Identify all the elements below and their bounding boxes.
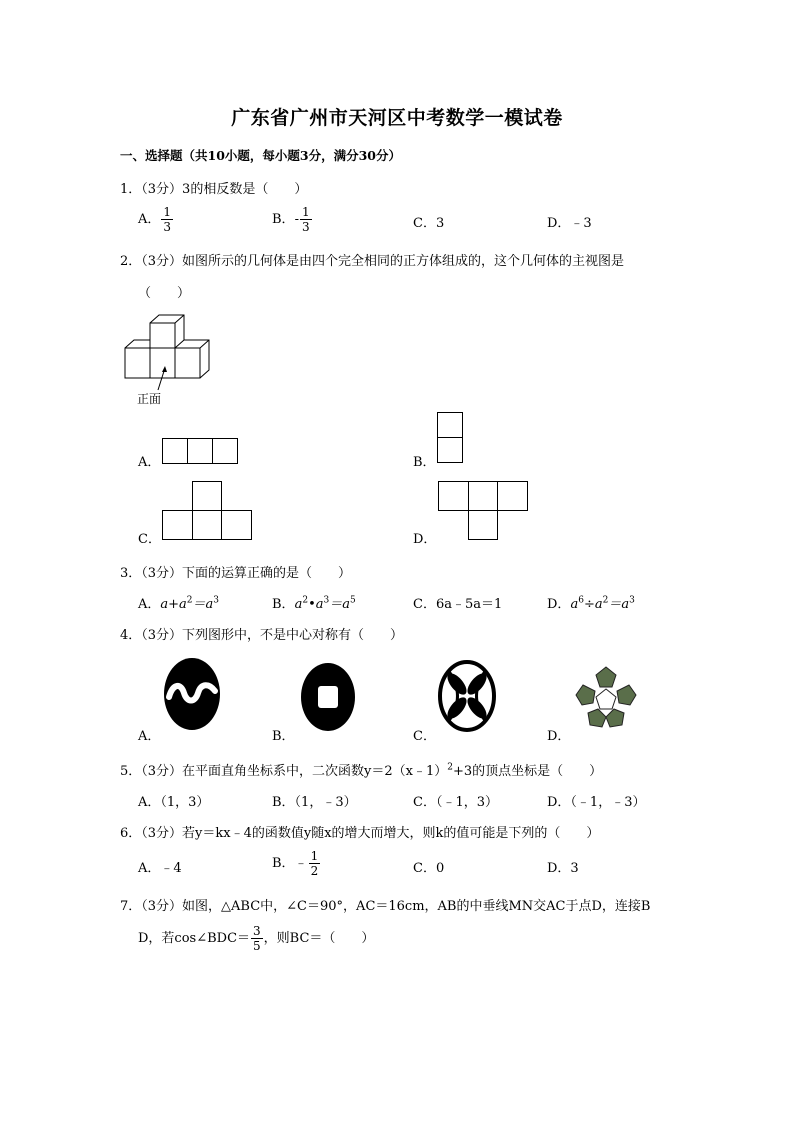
q6-option-b[interactable] — [272, 850, 321, 877]
q1-option-b[interactable] — [272, 206, 313, 233]
denominator: 3 — [163, 220, 172, 234]
q2-option-d-figure[interactable] — [438, 481, 528, 541]
q4-option-b-label[interactable]: B． — [272, 729, 295, 744]
fraction — [300, 206, 312, 233]
q2-option-b-figure[interactable] — [437, 412, 463, 463]
question-6-stem: 6．（3分）若y＝kx﹣4的函数值y随x的增大而增大，则k的值可能是下列的（ ） — [120, 826, 600, 841]
cube-figure — [120, 308, 220, 383]
expr: a+a — [160, 597, 187, 612]
q3-option-b[interactable] — [272, 593, 356, 612]
front-label: 正面 — [137, 392, 162, 406]
exponent: 3 — [213, 595, 220, 606]
q4-figure-c-petal-icon[interactable] — [438, 660, 496, 732]
q4-option-c-label[interactable]: C． — [413, 729, 436, 744]
question-5-stem — [120, 760, 602, 779]
expr: ＝a — [329, 597, 350, 612]
exponent: 2 — [302, 595, 309, 606]
exponent: 6 — [578, 595, 584, 606]
fraction — [251, 925, 263, 952]
q3-option-a[interactable] — [138, 593, 219, 612]
q1-option-c[interactable]: C．3 — [413, 216, 445, 231]
stem-text: D，若cos∠BDC＝ — [138, 931, 251, 946]
exponent: 3 — [323, 595, 330, 606]
q4-option-a-label[interactable]: A． — [138, 729, 161, 744]
q4-figure-d-pentagon-icon[interactable] — [574, 665, 638, 729]
expr: ＝a — [192, 597, 214, 612]
q5-option-b[interactable]: B．（1，﹣3） — [272, 795, 357, 810]
question-2-paren: （ ） — [138, 286, 191, 301]
exponent: 3 — [629, 595, 635, 606]
stem-text: ，则BC＝（ ） — [263, 931, 375, 946]
q5-option-a[interactable]: A．（1，3） — [138, 795, 210, 810]
denominator: 5 — [253, 939, 261, 953]
denominator: 2 — [310, 864, 319, 878]
q5-option-d[interactable]: D．（﹣1，﹣3） — [547, 795, 646, 810]
expr: a — [570, 597, 579, 612]
expr: ÷a — [583, 597, 603, 612]
q1-option-d[interactable]: D．﹣3 — [547, 216, 592, 231]
expr: a — [294, 597, 303, 612]
denominator: 3 — [301, 220, 310, 234]
option-label: A． — [138, 212, 161, 227]
question-2-stem: 2．（3分）如图所示的几何体是由四个完全相同的正方体组成的，这个几何体的主视图是 — [120, 254, 625, 269]
option-label: B． — [272, 212, 295, 227]
exponent: 5 — [349, 595, 356, 606]
section-heading: 一、选择题（共10小题，每小题3分，满分30分） — [120, 148, 401, 163]
numerator: 1 — [163, 205, 172, 219]
exponent: 2 — [602, 595, 609, 606]
question-7-line-2 — [138, 925, 374, 952]
q2-option-b-label[interactable]: B． — [413, 455, 436, 470]
option-label: B．﹣ — [272, 856, 308, 871]
exponent: 2 — [186, 595, 193, 606]
q4-option-d-label[interactable]: D． — [547, 729, 571, 744]
minus-sign: - — [294, 212, 299, 227]
question-7-line-1: 7．（3分）如图，△ABC中，∠C＝90°，AC＝16cm，AB的中垂线MN交AC于点D，连接B — [120, 899, 651, 914]
q3-option-d[interactable] — [547, 593, 635, 612]
option-label: D． — [547, 597, 571, 612]
numerator: 1 — [310, 849, 319, 863]
option-label: B． — [272, 597, 295, 612]
q4-figure-b-coin-icon[interactable] — [300, 662, 356, 732]
question-1-stem: 1．（3分）3的相反数是（ ） — [120, 182, 308, 197]
q2-option-c-label[interactable]: C． — [138, 532, 161, 547]
question-3-stem: 3．（3分）下面的运算正确的是（ ） — [120, 566, 352, 581]
q5-option-c[interactable]: C．（﹣1，3） — [413, 795, 498, 810]
q6-option-c[interactable]: C．0 — [413, 861, 445, 876]
fraction — [161, 206, 173, 233]
stem-text: +3的顶点坐标是（ ） — [453, 764, 603, 779]
numerator: 1 — [301, 205, 310, 219]
stem-text: 5．（3分）在平面直角坐标系中，二次函数y＝2（x﹣1） — [120, 764, 448, 779]
q1-option-a[interactable] — [138, 206, 174, 233]
q4-figure-a-wave-icon[interactable] — [163, 657, 221, 731]
q2-option-d-label[interactable]: D． — [413, 532, 437, 547]
page-title: 广东省广州市天河区中考数学一模试卷 — [231, 107, 563, 129]
q6-option-d[interactable]: D．3 — [547, 861, 579, 876]
expr: •a — [308, 597, 324, 612]
q3-option-c[interactable]: C．6a﹣5a＝1 — [413, 597, 503, 612]
q6-option-a[interactable]: A．﹣4 — [138, 861, 182, 876]
q2-option-a-figure[interactable] — [162, 438, 238, 464]
q2-option-c-figure[interactable] — [162, 481, 252, 541]
question-4-stem: 4．（3分）下列图形中，不是中心对称有（ ） — [120, 628, 404, 643]
fraction — [309, 850, 321, 877]
q2-option-a-label[interactable]: A． — [138, 455, 161, 470]
option-label: A． — [138, 597, 161, 612]
exponent: 2 — [447, 762, 453, 773]
numerator: 3 — [253, 924, 261, 938]
expr: ＝a — [608, 597, 630, 612]
